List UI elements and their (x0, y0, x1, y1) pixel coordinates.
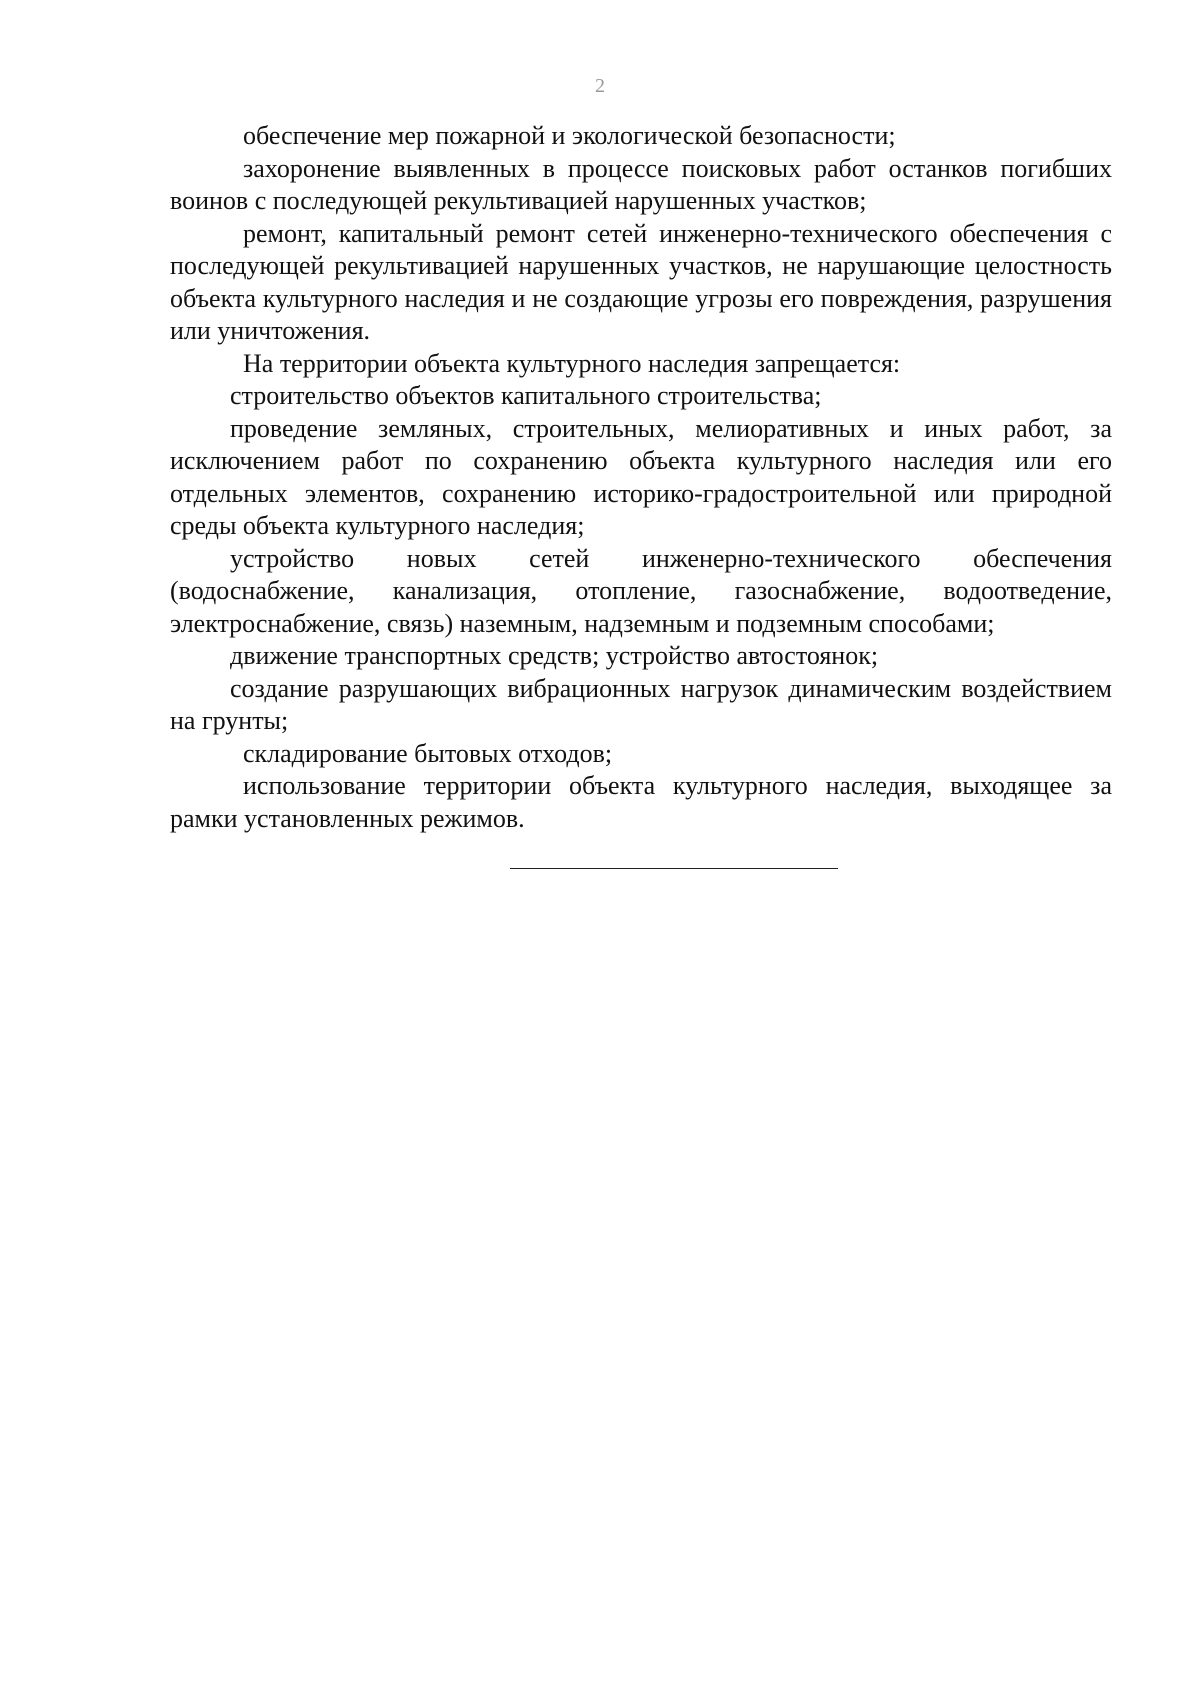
paragraph-waste-storage: складирование бытовых отходов; (243, 738, 613, 768)
paragraph-vehicle-traffic: движение транспортных средств; устройство автостоянок; (230, 641, 879, 670)
paragraph-new-networks: устройство новых сетей инженерно-технического обеспечения (водоснабжение, канализация, отопление, газоснабжение, водоотведение, электроснабжение, связь) наземным, надземным и подземным способами; (170, 543, 1112, 638)
paragraph-network-repair: ремонт, капитальный ремонт сетей инженерно-технического обеспечения с последующей рекультивацией нарушенных участков, не нарушающие целостность объекта культурного наследия и не создающие угрозы его повреждения, разрушения или уничтожения. (170, 218, 1112, 345)
page-number: 2 (595, 75, 605, 97)
paragraph-vibration-loads: создание разрушающих вибрационных нагрузок динамическим воздействием на грунты; (170, 673, 1112, 735)
paragraph-burial-remains: захоронение выявленных в процессе поисковых работ останков погибших воинов с последующей рекультивацией нарушенных участков; (170, 153, 1112, 215)
paragraph-prohibitions-heading: На территории объекта культурного наследия запрещается: (243, 348, 901, 378)
paragraph-fire-ecology-safety: обеспечение мер пожарной и экологической безопасности; (243, 121, 896, 150)
paragraph-earthworks: проведение земляных, строительных, мелиоративных и иных работ, за исключением работ по сохранению объекта культурного наследия или его отдельных элементов, сохранению историко-градостроительной или природной среды объекта культурного наследия; (170, 413, 1112, 540)
document-body (170, 120, 1112, 835)
paragraph-capital-construction: строительство объектов капитального строительства; (230, 381, 822, 410)
end-divider-line (510, 868, 838, 869)
paragraph-territory-use: использование территории объекта культурного наследия, выходящее за рамки установленных режимов. (170, 771, 1112, 833)
